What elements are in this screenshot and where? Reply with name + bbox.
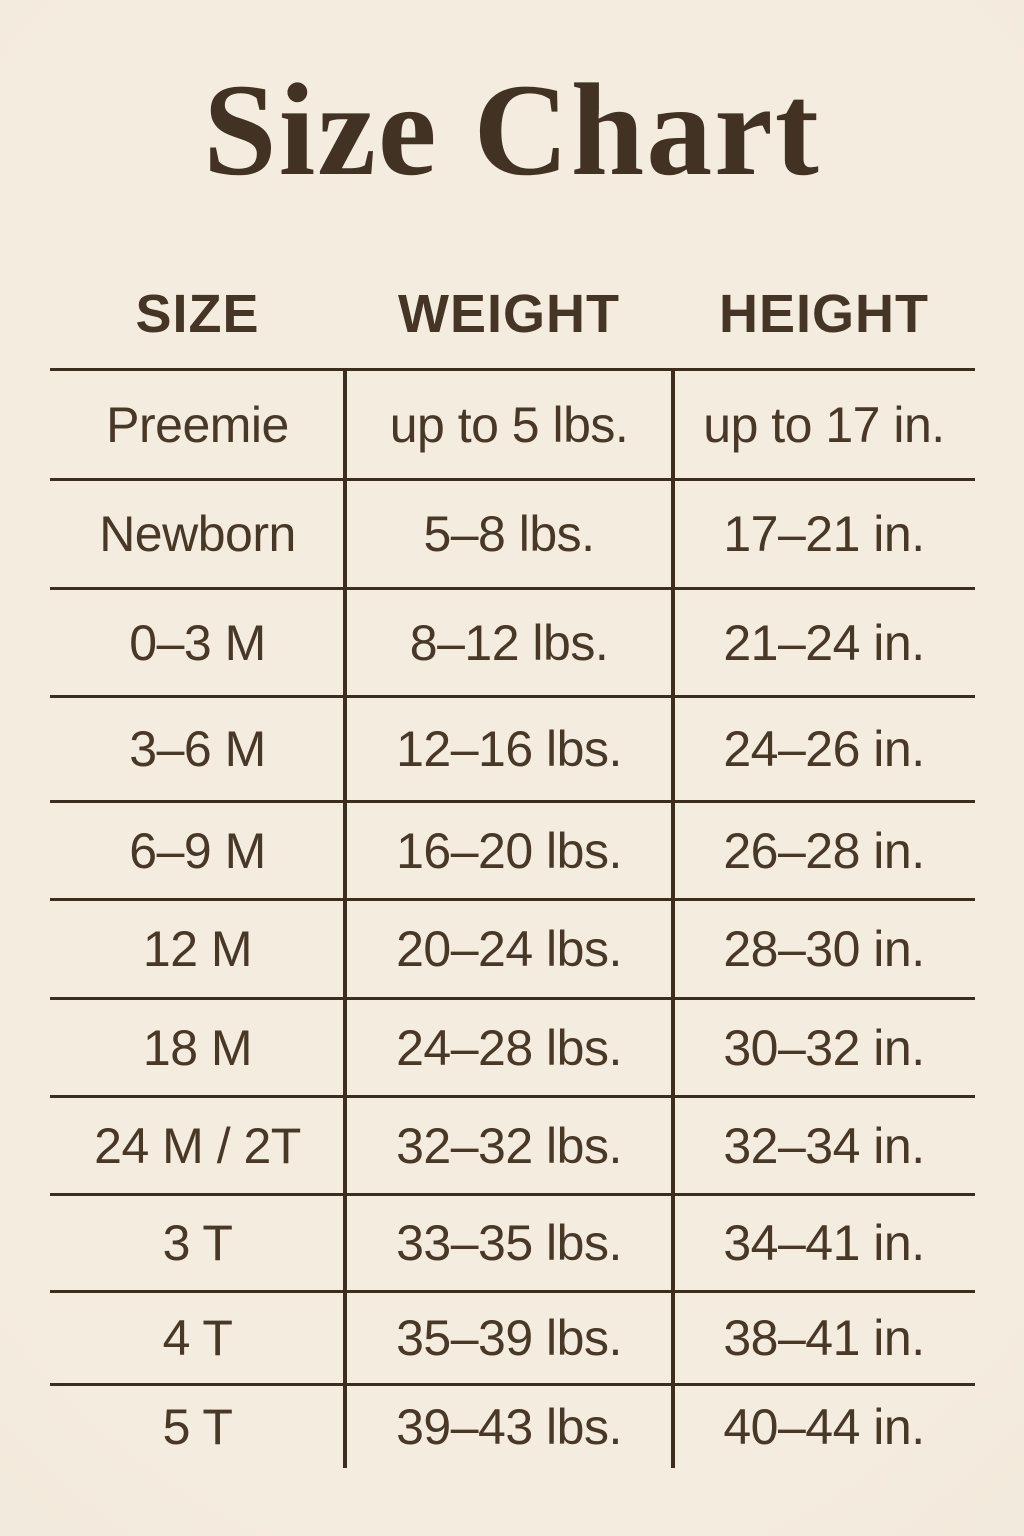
column-header-size: SIZE — [135, 284, 260, 344]
height-cell: up to 17 in. — [673, 368, 975, 478]
size-cell: Preemie — [50, 368, 345, 478]
height-cell: 30–32 in. — [673, 997, 975, 1095]
height-cell: 17–21 in. — [673, 478, 975, 587]
column-header-weight: WEIGHT — [398, 284, 620, 344]
size-cell: 24 M / 2T — [50, 1095, 345, 1193]
size-cell: 0–3 M — [50, 587, 345, 695]
size-cell: 3 T — [50, 1193, 345, 1290]
height-cell: 28–30 in. — [673, 898, 975, 997]
weight-cell: 39–43 lbs. — [345, 1383, 673, 1468]
weight-cell: 20–24 lbs. — [345, 898, 673, 997]
weight-cell: 32–32 lbs. — [345, 1095, 673, 1193]
weight-cell: up to 5 lbs. — [345, 368, 673, 478]
size-cell: 18 M — [50, 997, 345, 1095]
weight-cell: 8–12 lbs. — [345, 587, 673, 695]
weight-cell: 24–28 lbs. — [345, 997, 673, 1095]
height-cell: 26–28 in. — [673, 800, 975, 898]
size-cell: 4 T — [50, 1290, 345, 1383]
weight-cell: 33–35 lbs. — [345, 1193, 673, 1290]
size-chart-table — [50, 260, 975, 1468]
column-header-height: HEIGHT — [718, 284, 929, 344]
height-cell: 40–44 in. — [673, 1383, 975, 1468]
size-cell: Newborn — [50, 478, 345, 587]
size-cell: 6–9 M — [50, 800, 345, 898]
weight-cell: 35–39 lbs. — [345, 1290, 673, 1383]
height-cell: 32–34 in. — [673, 1095, 975, 1193]
column-divider-right — [671, 368, 675, 1468]
weight-cell: 12–16 lbs. — [345, 695, 673, 800]
page-title: Size Chart — [203, 56, 821, 203]
size-cell: 12 M — [50, 898, 345, 997]
height-cell: 24–26 in. — [673, 695, 975, 800]
weight-cell: 5–8 lbs. — [345, 478, 673, 587]
column-divider-left — [343, 368, 347, 1468]
weight-cell: 16–20 lbs. — [345, 800, 673, 898]
size-cell: 5 T — [50, 1383, 345, 1468]
height-cell: 38–41 in. — [673, 1290, 975, 1383]
height-cell: 34–41 in. — [673, 1193, 975, 1290]
size-cell: 3–6 M — [50, 695, 345, 800]
height-cell: 21–24 in. — [673, 587, 975, 695]
